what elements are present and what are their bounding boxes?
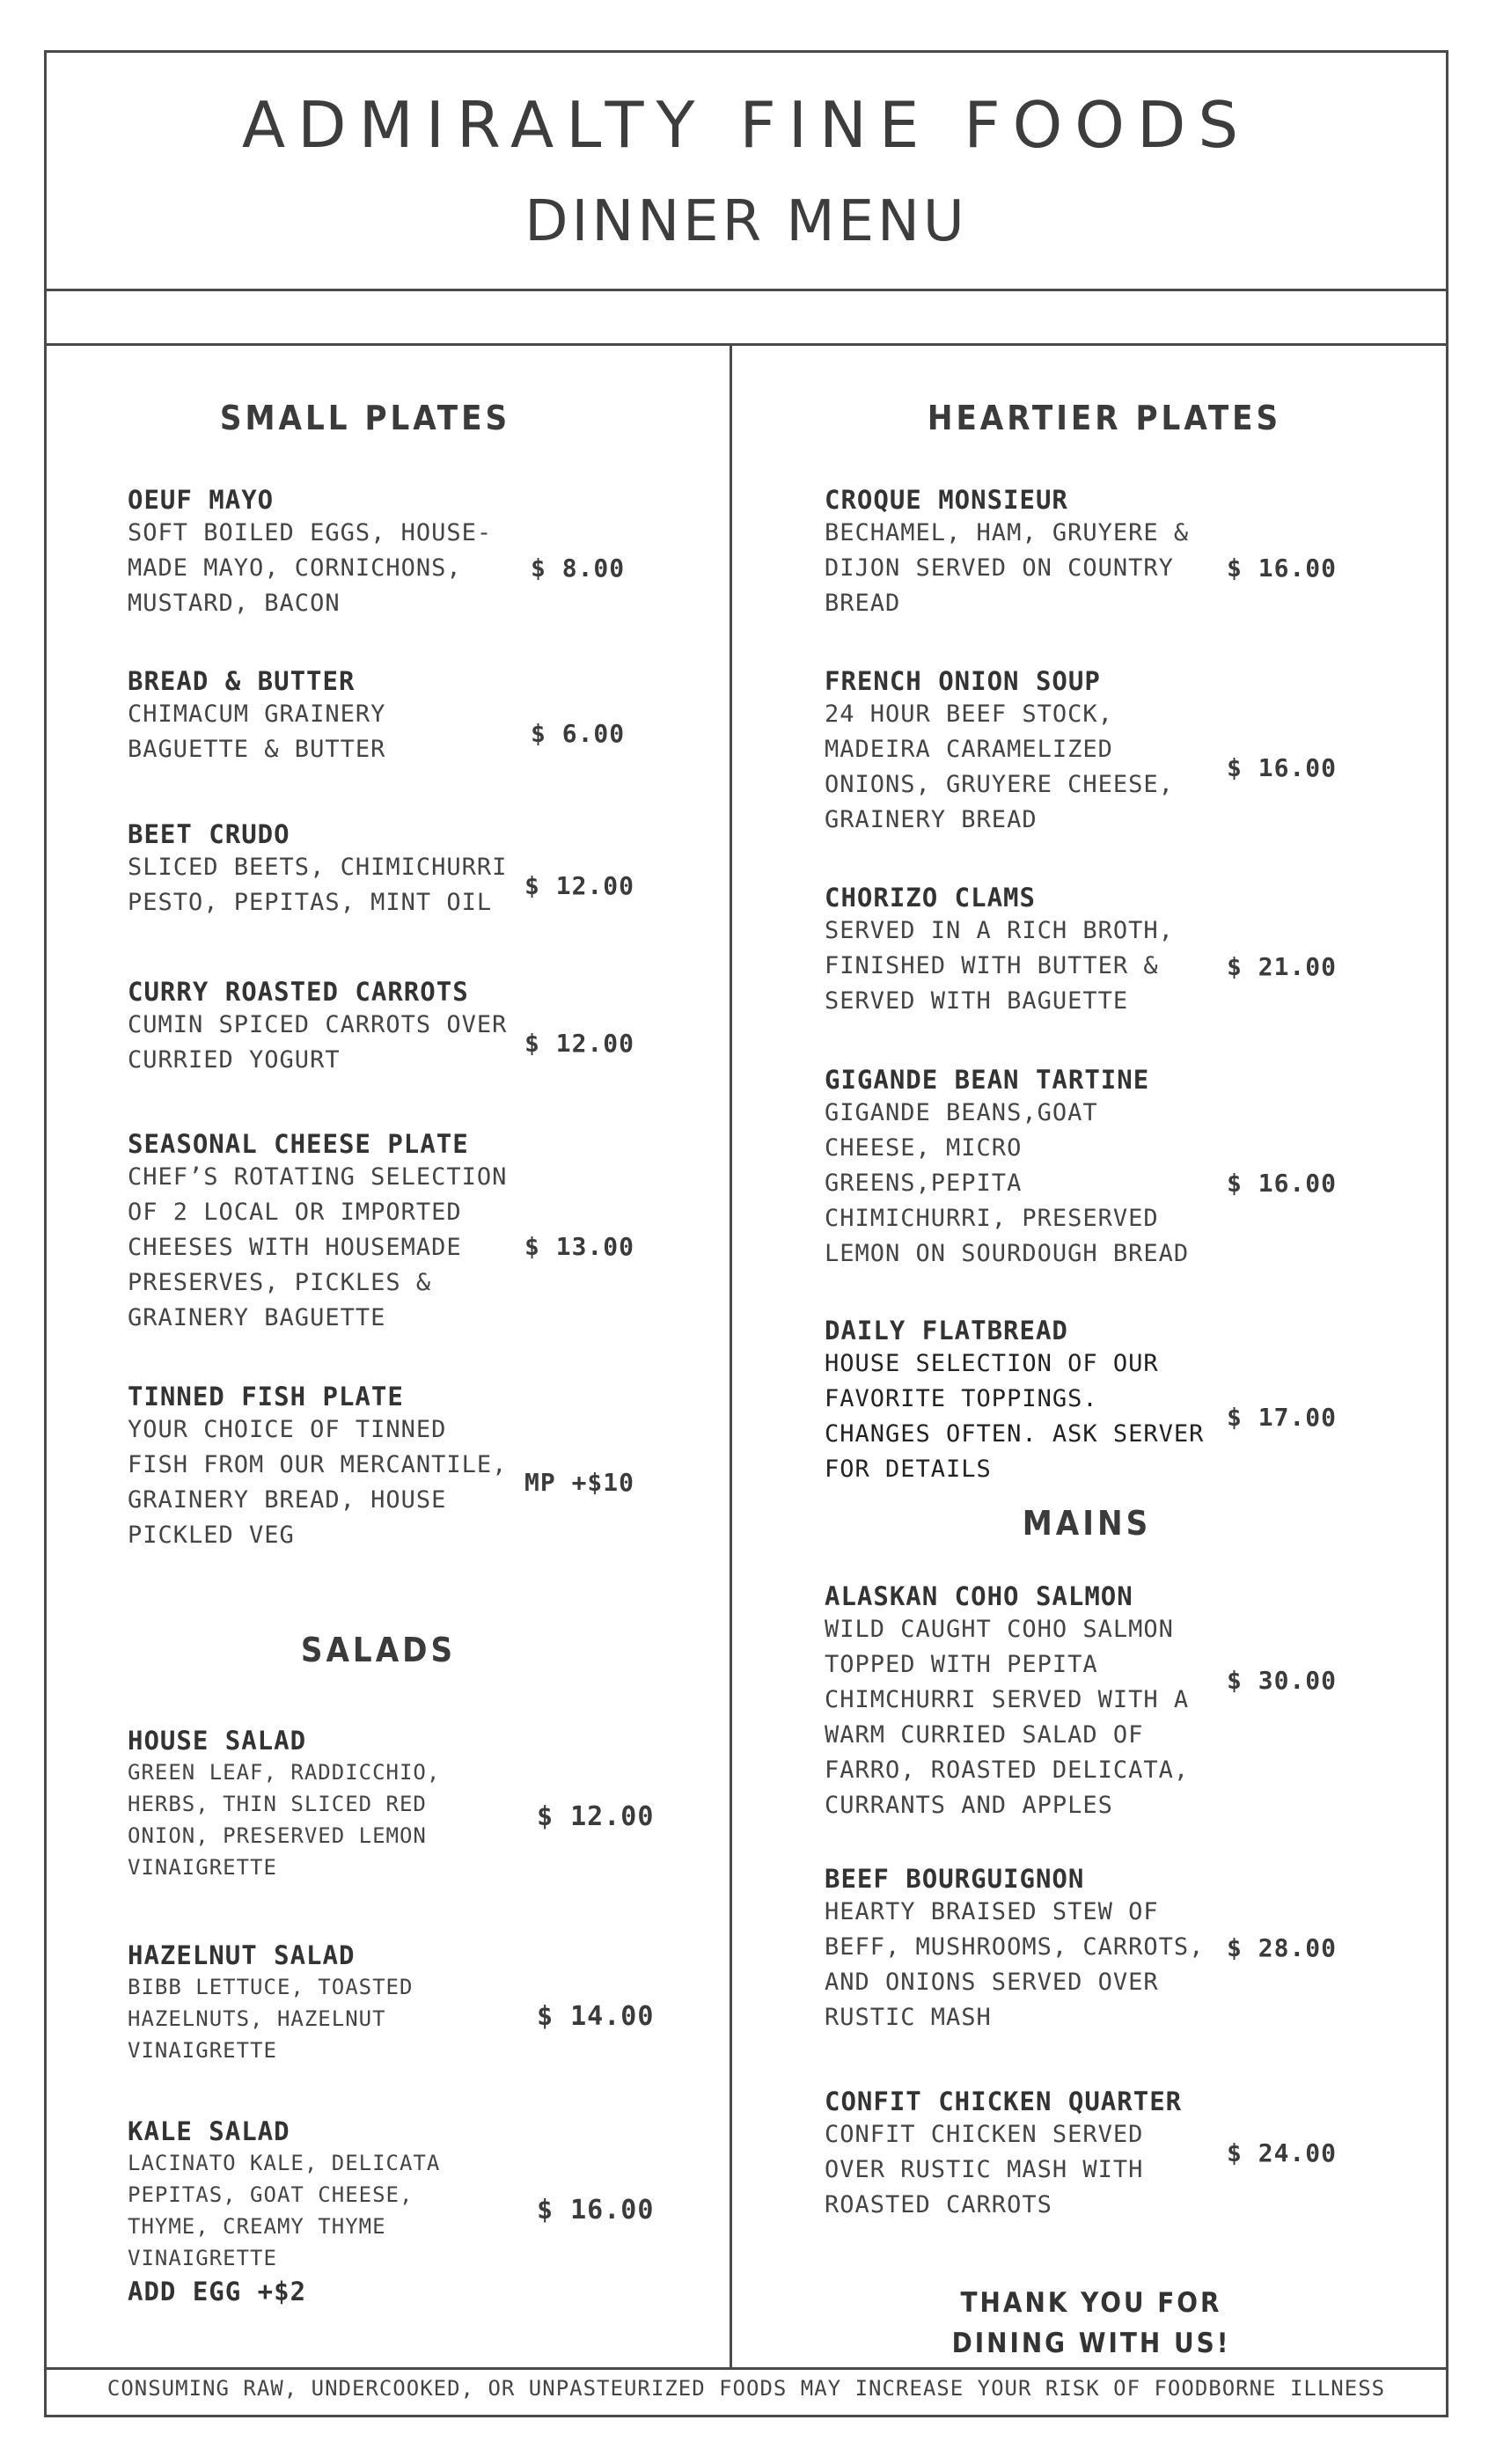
menu-item [128,1725,440,1883]
item-name: TINNED FISH PLATE [128,1382,404,1412]
item-name: BREAD & BUTTER [128,666,356,696]
item-price: $ 16.00 [1227,753,1338,782]
item-description: HOUSE SELECTION OF OUR FAVORITE TOPPINGS. CHANGES OFTEN. ASK SERVER FOR DETAILS [825,1350,1205,1483]
item-name: HAZELNUT SALAD [128,1940,356,1970]
item-description: SLICED BEETS, CHIMICHURRI PESTO, PEPITAS, MINT OIL [128,854,508,916]
item-description: SERVED IN A RICH BROTH, FINISHED WITH BUTTER & SERVED WITH BAGUETTE [825,917,1174,1015]
item-price: $ 28.00 [1227,1933,1338,1962]
item-price: $ 16.00 [1227,1169,1338,1198]
menu-item [128,818,507,920]
header-divider-lower [44,343,1448,346]
item-price: $ 16.00 [537,2195,655,2226]
footer-divider [44,2367,1448,2370]
item-description: 24 HOUR BEEF STOCK, MADEIRA CARAMELIZED ONIONS, GRUYERE CHEESE, GRAINERY BREAD [825,700,1174,833]
menu-item [825,1863,1204,2035]
item-name: SEASONAL CHEESE PLATE [128,1129,469,1159]
item-description: CUMIN SPICED CARROTS OVER CURRIED YOGURT [128,1011,508,1074]
section-heading-small-plates: SMALL PLATES [219,399,511,437]
section-heading-salads: SALADS [300,1631,457,1669]
menu-item [128,1128,507,1336]
restaurant-name: ADMIRALTY FINE FOODS [241,88,1251,162]
item-description: CHEF’S ROTATING SELECTION OF 2 LOCAL OR IMPORTED CHEESES WITH HOUSEMADE PRESERVES, PICKLES & GRAINERY BAGUETTE [128,1163,508,1331]
item-price: $ 30.00 [1227,1666,1338,1695]
item-description: GIGANDE BEANS,GOAT CHEESE, MICRO GREENS,PEPITA CHIMICHURRI, PRESERVED LEMON ON SOURDOUGH BREAD [825,1099,1190,1267]
item-price: $ 21.00 [1227,952,1338,981]
menu-item [825,1064,1189,1272]
item-price: $ 8.00 [531,554,626,583]
item-price: $ 24.00 [1227,2138,1338,2167]
item-description: BECHAMEL, HAM, GRUYERE & DIJON SERVED ON COUNTRY BREAD [825,519,1190,617]
item-name: CHORIZO CLAMS [825,883,1036,913]
menu-item [825,1580,1189,1823]
item-description: BIBB LETTUCE, TOASTED HAZELNUTS, HAZELNUT VINAIGRETTE [128,1975,414,2063]
item-name: ALASKAN COHO SALMON [825,1581,1133,1611]
item-description: GREEN LEAF, RADDICCHIO, HERBS, THIN SLICED RED ONION, PRESERVED LEMON VINAIGRETTE [128,1760,441,1880]
item-price: $ 16.00 [1227,554,1338,583]
item-description: WILD CAUGHT COHO SALMON TOPPED WITH PEPITA CHIMCHURRI SERVED WITH A WARM CURRIED SALAD OF FARRO, ROASTED DELICATA, CURRANTS AND APPLES [825,1616,1190,1819]
header-divider [44,289,1448,291]
item-name: CURRY ROASTED CARROTS [128,977,469,1007]
item-price: $ 12.00 [524,871,635,900]
menu-item [128,665,385,767]
item-description: YOUR CHOICE OF TINNED FISH FROM OUR MERCANTILE, GRAINERY BREAD, HOUSE PICKLED VEG [128,1416,508,1549]
item-description: CONFIT CHICKEN SERVED OVER RUSTIC MASH WITH ROASTED CARROTS [825,2121,1144,2218]
section-heading-heartier-plates: HEARTIER PLATES [927,399,1282,437]
thank-you-message: THANK YOU FOR DINING WITH US! [951,2287,1231,2359]
menu-item [128,484,492,621]
item-name: DAILY FLATBREAD [825,1316,1068,1346]
menu-item [825,882,1174,1019]
menu-item [128,1381,507,1553]
menu-item [128,976,507,1078]
item-price: $ 6.00 [531,719,626,748]
item-price: $ 17.00 [1227,1403,1338,1432]
menu-item [825,2086,1182,2223]
food-safety-disclaimer: CONSUMING RAW, UNDERCOOKED, OR UNPASTEURIZED FOODS MAY INCREASE YOUR RISK OF FOODBORNE ILLNESS [106,2376,1386,2401]
item-addon: ADD EGG +$2 [128,2277,307,2306]
item-name: CROQUE MONSIEUR [825,485,1068,515]
item-name: FRENCH ONION SOUP [825,666,1101,696]
menu-item [825,665,1174,838]
item-price: $ 12.00 [537,1801,655,1832]
item-name: GIGANDE BEAN TARTINE [825,1065,1150,1095]
item-name: HOUSE SALAD [128,1726,307,1756]
item-name: CONFIT CHICKEN QUARTER [825,2086,1183,2116]
item-name: BEET CRUDO [128,819,290,849]
section-heading-mains: MAINS [1022,1504,1152,1543]
item-price: $ 12.00 [524,1029,635,1058]
item-description: HEARTY BRAISED STEW OF BEFF, MUSHROOMS, CARROTS, AND ONIONS SERVED OVER RUSTIC MASH [825,1898,1205,2031]
item-name: KALE SALAD [128,2116,290,2146]
menu-item [128,2116,440,2309]
menu-item [825,1315,1204,1487]
column-divider [730,346,732,2370]
item-price: MP +$10 [524,1468,635,1497]
item-description: CHIMACUM GRAINERY BAGUETTE & BUTTER [128,700,386,763]
item-price: $ 13.00 [524,1232,635,1261]
menu-item [128,1940,413,2066]
item-description: LACINATO KALE, DELICATA PEPITAS, GOAT CHEESE, THYME, CREAMY THYME VINAIGRETTE [128,2151,441,2270]
item-price: $ 14.00 [537,2001,655,2032]
item-name: OEUF MAYO [128,485,275,515]
menu-item [825,484,1189,621]
menu-title: DINNER MENU [524,189,968,254]
item-name: BEEF BOURGUIGNON [825,1864,1085,1894]
item-description: SOFT BOILED EGGS, HOUSE- MADE MAYO, CORNICHONS, MUSTARD, BACON [128,519,493,617]
